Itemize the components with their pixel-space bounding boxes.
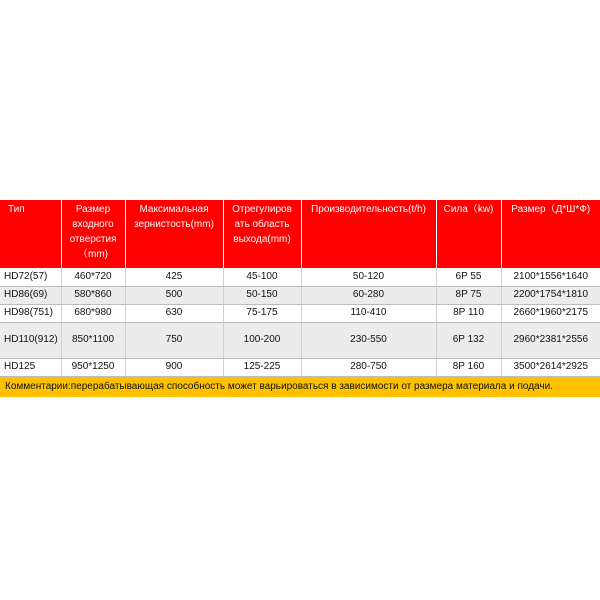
comment-note: Комментарии:перерабатывающая способность может варьироваться в зависимости от размера материала и подачи. (0, 377, 600, 397)
cell-type: HD72(57) (0, 268, 61, 286)
cell-type: HD125 (0, 358, 61, 376)
cell-max-feed-size: 500 (125, 286, 223, 304)
cell-inlet-size: 850*1100 (61, 322, 125, 358)
table-row (0, 322, 600, 358)
cell-inlet-size: 460*720 (61, 268, 125, 286)
cell-discharge-range: 45-100 (223, 268, 301, 286)
table-row (0, 358, 600, 376)
cell-inlet-size: 580*860 (61, 286, 125, 304)
cell-capacity: 50-120 (301, 268, 436, 286)
cell-dimensions: 2660*1960*2175 (501, 304, 600, 322)
cell-dimensions: 2200*1754*1810 (501, 286, 600, 304)
cell-power: 8P 75 (436, 286, 501, 304)
cell-dimensions: 2100*1556*1640 (501, 268, 600, 286)
header-row (0, 200, 600, 268)
header-power: Сила（kw) (436, 200, 501, 268)
cell-power: 6P 132 (436, 322, 501, 358)
cell-type: HD98(751) (0, 304, 61, 322)
cell-capacity: 110-410 (301, 304, 436, 322)
cell-discharge-range: 75-175 (223, 304, 301, 322)
cell-power: 6P 55 (436, 268, 501, 286)
cell-max-feed-size: 900 (125, 358, 223, 376)
header-max-feed-size: Максимальная зернистость(mm) (125, 200, 223, 268)
cell-type: HD110(912) (0, 322, 61, 358)
table-row (0, 304, 600, 322)
cell-capacity: 280-750 (301, 358, 436, 376)
table-row (0, 268, 600, 286)
table-row (0, 286, 600, 304)
cell-max-feed-size: 630 (125, 304, 223, 322)
header-type: Тип (0, 200, 61, 268)
cell-capacity: 60-280 (301, 286, 436, 304)
cell-power: 8P 110 (436, 304, 501, 322)
cell-dimensions: 2960*2381*2556 (501, 322, 600, 358)
spec-table (0, 200, 600, 377)
cell-discharge-range: 50-150 (223, 286, 301, 304)
cell-power: 8P 160 (436, 358, 501, 376)
cell-type: HD86(69) (0, 286, 61, 304)
cell-inlet-size: 950*1250 (61, 358, 125, 376)
cell-inlet-size: 680*980 (61, 304, 125, 322)
header-dimensions: Размер（Д*Ш*Ф) (501, 200, 600, 268)
cell-discharge-range: 100-200 (223, 322, 301, 358)
header-capacity: Производительность(t/h) (301, 200, 436, 268)
cell-max-feed-size: 750 (125, 322, 223, 358)
cell-capacity: 230-550 (301, 322, 436, 358)
cell-discharge-range: 125-225 (223, 358, 301, 376)
cell-max-feed-size: 425 (125, 268, 223, 286)
cell-dimensions: 3500*2614*2925 (501, 358, 600, 376)
header-discharge-range: Отрегулиров ать область выхода(mm) (223, 200, 301, 268)
header-inlet-size: Размер входного отверстия（mm) (61, 200, 125, 268)
